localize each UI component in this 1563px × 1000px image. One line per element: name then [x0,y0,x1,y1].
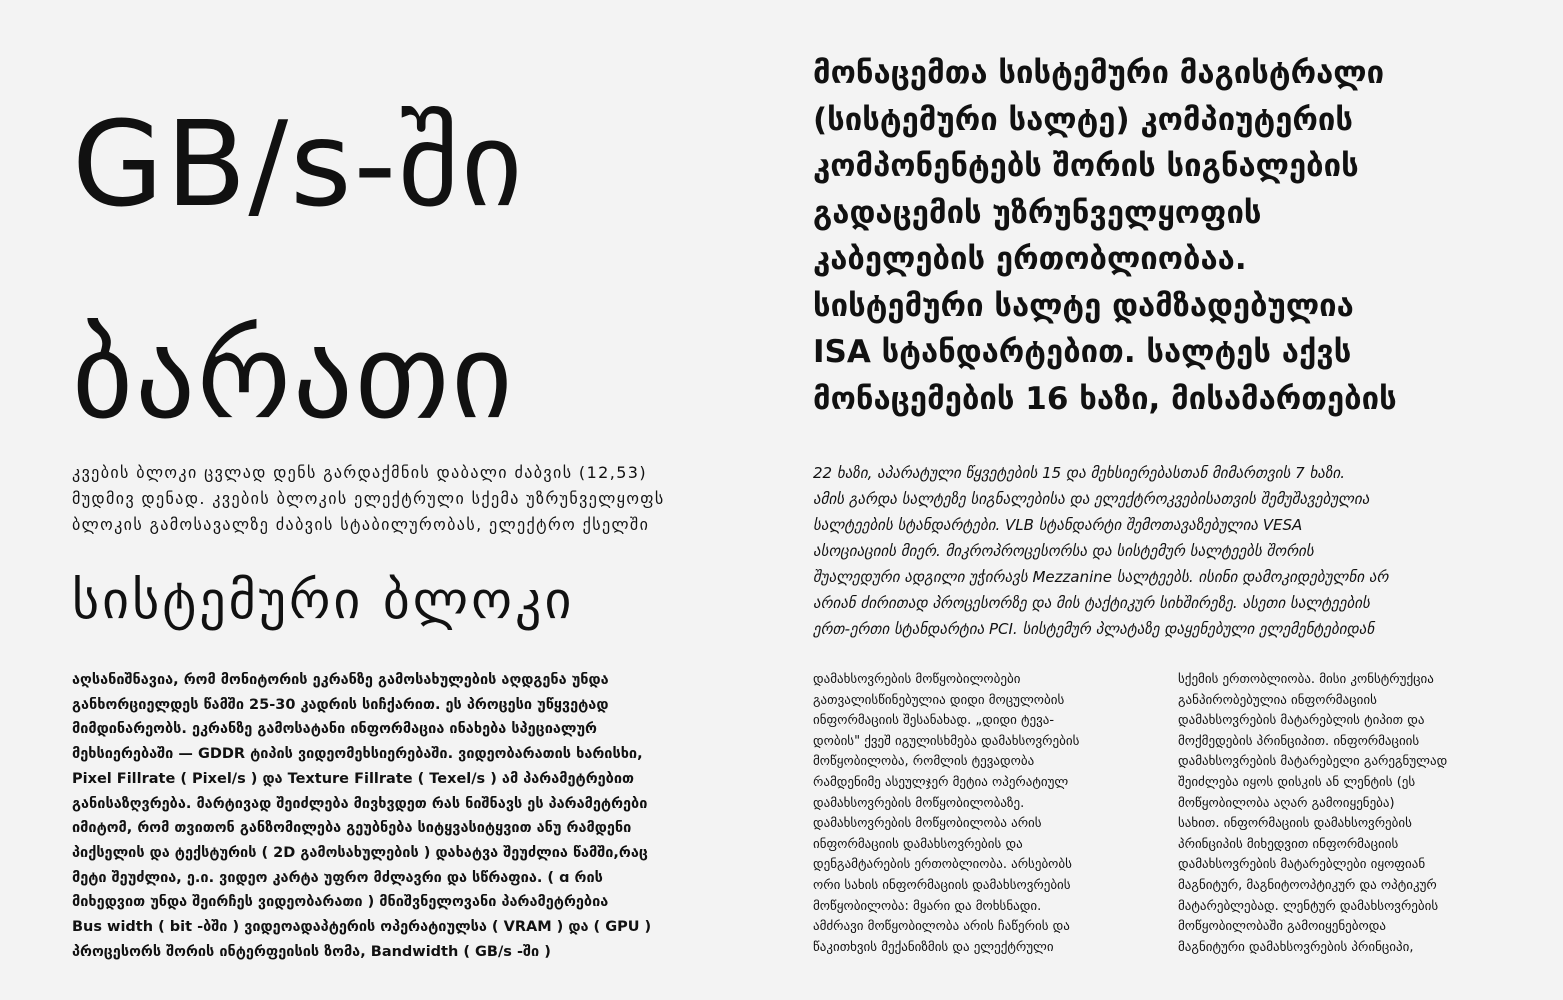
bold-paragraph [72,668,782,964]
italic-line: 22 ხაზი, აპარატული წყვეტების 15 და მეხსიერებასთან მიმართვის 7 ხაზი. [813,464,1345,482]
bold-line: Pixel Fillrate ( Pixel/s ) და Texture Fillrate ( Texel/s ) ამ პარამეტრებით [72,770,635,787]
hero-heading [72,58,792,482]
lead-line: კომპონენტებს შორის სიგნალების [813,148,1359,184]
column-line: მატარებლებად. ლენტურ დამახსოვრების [1178,898,1439,914]
bold-line: მიმდინარეობს. ეკრანზე გამოსატანი ინფორმაცია ინახება სპეციალურ [72,721,597,738]
caps-line: მუდმივ დენად. კვების ბლოკის ელექტრული სქემა უზრუნველყოფს [72,489,665,508]
italic-paragraph [813,460,1513,642]
text-column-three [813,670,1163,958]
italic-line: ამის გარდა სალტეზე სიგნალებისა და ელექტროკვებისათვის შემუშავებულია [813,490,1370,508]
lead-line: მონაცემების 16 ხაზი, მისამართების [813,380,1397,417]
bold-line: აღსანიშნავია, რომ მონიტორის ეკრანზე გამოსახულების აღდგენა უნდა [72,672,609,688]
column-line: დამახსოვრების მოწყობილობები [813,672,1021,687]
hero-line-1: GB/s-ში [72,95,525,233]
column-line: დობის" ქვეშ იგულისხმება დამახსოვრების [813,733,1080,749]
bold-line: მეხსიერებაში — GDDR ტიპის ვიდეომეხსიერებაში. ვიდეობარათის ხარისხი, [72,746,643,763]
bold-line: პიქსელის და ტექსტურის ( 2D გამოსახულების ) დახატვა შეუძლია წამში,რაც [72,844,648,861]
italic-line: შუალედური ადგილი უჭირავს Mezzanine სალტეებს. ისინი დამოკიდებულნი არ [813,568,1389,586]
bold-line: მიხედვით უნდა შეირჩეს ვიდეობარათი ) მნიშვნელოვანი პარამეტრებია [72,894,609,911]
lead-line: სისტემური სალტე დამზადებულია [813,287,1354,324]
column-line: რამდენიმე ასეულჯერ მეტია ოპერატიულ [813,774,1069,790]
column-line: დამახსოვრების მოწყობილობა არის [813,816,1042,832]
lead-line: (სისტემური სალტე) კომპიუტერის [813,101,1354,138]
lead-line: გადაცემის უზრუნველყოფის [813,194,1262,231]
column-line: შეიძლება იყოს დისკის ან ლენტის (ეს [1178,774,1416,790]
column-line: მოწყობილობა: მყარი და მოხსნადი. [813,898,1042,914]
column-line: დამახსოვრების მატარებელი გარეგნულად [1178,754,1448,770]
bold-line: მეტი შეუძლია, ე.ი. ვიდეო კარტა უფრო მძლავრი და სწრაფია. ( ɑ რის [72,869,603,886]
hero-line-2: ბარათი [72,307,515,445]
column-line: სახით. ინფორმაციის დამახსოვრების [1178,816,1412,832]
text-column-four [1178,670,1528,958]
caps-line: ბლოკის გამოსავალზე ძაბვის სტაბილურობას, ელექტრო ქსელში [72,515,650,534]
column-line: ამძრავი მოწყობილობა არის ჩაწერის და [813,919,1070,935]
lead-line: ISA სტანდარტებით. სალტეს აქვს [813,334,1352,370]
column-line: დამახსოვრების მოწყობილობაზე. [813,795,1025,811]
column-line: ინფორმაციის შესანახად. „დიდი ტევა- [813,713,1055,729]
italic-line: ასოციაციის მიერ. მიკროპროცესორსა და სისტემურ სალტეებს შორის [813,542,1314,560]
column-line: განპირობებულია ინფორმაციის [1178,692,1377,708]
column-line: ინფორმაციის დამახსოვრების და [813,836,1023,852]
bold-line: განხორციელდეს წამში 25-30 კადრის სიჩქარით. ეს პროცესი უწყვეტად [72,696,609,713]
bold-line: იმიტომ, რომ თვითონ განზომილება გეუბნება სიტყვასიტყვით ანუ რამდენი [72,820,632,837]
lead-line: მონაცემთა სისტემური მაგისტრალი [813,55,1385,91]
italic-line: სალტეების სტანდარტები. VLB სტანდარტი შემოთავაზებულია VESA [813,516,1303,534]
bold-line: განისაზღვრება. მარტივად შეიძლება მივხვდეთ რას ნიშნავს ეს პარამეტრები [72,795,648,812]
italic-line: არიან ძირითად პროცესორზე და მის ტაქტიკურ სიხშირეზე. ასეთი სალტეების [813,594,1370,612]
column-line: ორი სახის ინფორმაციის დამახსოვრების [813,877,1071,893]
italic-line: ერთ-ერთი სტანდარტია PCI. სისტემურ პლატაზე დაყენებული ელემენტებიდან [813,620,1375,638]
column-line: მაგნიტურ, მაგნიტოოპტიკურ და ოპტიკურ [1178,877,1437,893]
bold-line: Bus width ( bit -ბში ) ვიდეოადაპტერის ოპერატიულსა ( VRAM ) და ( GPU ) [72,919,652,936]
section-heading: სისტემური ბლოკი [72,571,575,631]
column-line: დამახსოვრების მატარებლები იყოფიან [1178,857,1426,873]
column-line: პრინციპის მიხედვით ინფორმაციის [1178,836,1399,852]
column-line: მაგნიტური დამახსოვრების პრინციპი, [1178,939,1414,955]
column-line: გათვალისწინებულია დიდი მოცულობის [813,692,1065,708]
bold-line: პროცესორს შორის ინტერფეისის ზომა, Bandwidth ( GB/s -ში ) [72,943,551,960]
column-line: მოწყობილობა, რომლის ტევადობა [813,754,1035,770]
column-line: სქემის ერთობლიობა. მისი კონსტრუქცია [1178,672,1434,687]
column-line: მოქმედების პრინციპით. ინფორმაციის [1178,733,1420,749]
lead-paragraph [813,50,1513,422]
column-line: წაკითხვის მექანიზმის და ელექტრული [813,939,1054,955]
column-line: დამახსოვრების მატარებლის ტიპით და [1178,713,1425,729]
column-line: დენგამტარების ერთობლიობა. არსებობს [813,857,1072,873]
lead-line: კაბელების ერთობლიობაა. [813,241,1247,277]
caps-paragraph [72,460,782,538]
column-line: მოწყობილობა აღარ გამოიყენება) [1178,795,1395,811]
caps-line: კვების ბლოკი ცვლად დენს გარდაქმნის დაბალი ძაბვის (12,53) [72,463,648,482]
column-line: მოწყობილობაში გამოიყენებოდა [1178,919,1386,935]
